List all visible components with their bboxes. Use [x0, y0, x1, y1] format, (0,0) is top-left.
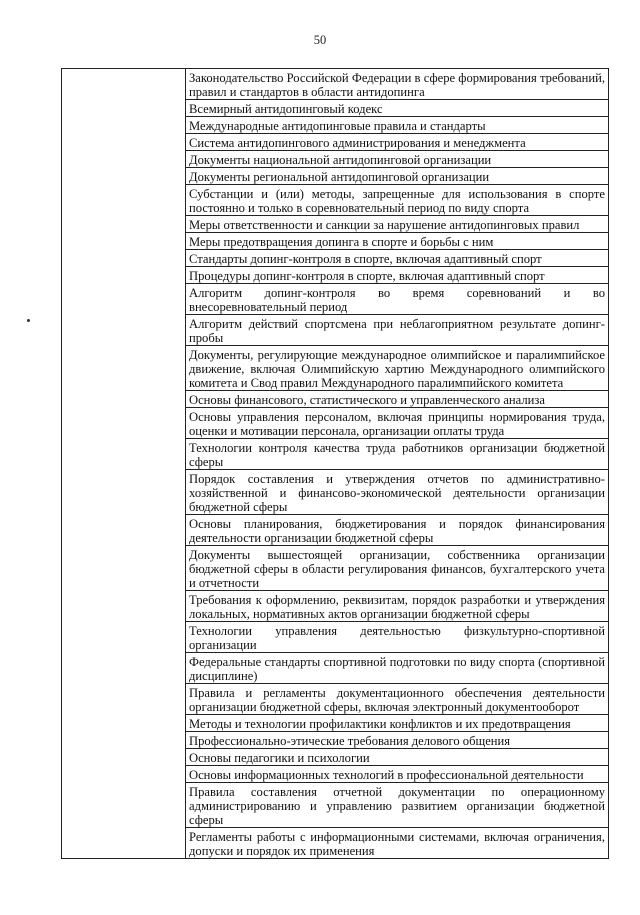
list-item: Стандарты допинг-контроля в спорте, включая адаптивный спорт	[186, 250, 608, 267]
list-item: Требования к оформлению, реквизитам, порядок разработки и утверждения локальных, нормативных актов организации бюджетной сферы	[186, 591, 608, 622]
list-item: Методы и технологии профилактики конфликтов и их предотвращения	[186, 715, 608, 732]
knowledge-table	[61, 68, 609, 859]
knowledge-list-cell	[186, 69, 609, 859]
list-item: Всемирный антидопинговый кодекс	[186, 100, 608, 117]
list-item: Правила составления отчетной документации по операционному администрированию и управлению развитием организации бюджетной сферы	[186, 783, 608, 828]
margin-mark	[27, 319, 30, 322]
list-item: Регламенты работы с информационными системами, включая ограничения, допуски и порядок их применения	[189, 830, 605, 858]
list-item: Профессионально-этические требования делового общения	[186, 732, 608, 749]
list-item: Меры ответственности и санкции за нарушение антидопинговых правил	[186, 216, 608, 233]
list-item: Процедуры допинг-контроля в спорте, включая адаптивный спорт	[186, 267, 608, 284]
list-item: Технологии управления деятельностью физкультурно-спортивной организации	[186, 622, 608, 653]
list-item: Правила и регламенты документационного обеспечения деятельности организации бюджетной сферы, включая электронный документооборот	[186, 684, 608, 715]
list-item: Основы информационных технологий в профессиональной деятельности	[186, 766, 608, 783]
list-item: Основы планирования, бюджетирования и порядок финансирования деятельности организации бюджетной сферы	[186, 515, 608, 546]
list-item: Порядок составления и утверждения отчетов по административно-хозяйственной и финансово-экономической деятельности организации бюджетной сферы	[186, 470, 608, 515]
list-item: Алгоритм действий спортсмена при неблагоприятном результате допинг-пробы	[186, 315, 608, 346]
list-item: Основы управления персоналом, включая принципы нормирования труда, оценки и мотивации персонала, организации оплаты труда	[186, 408, 608, 439]
list-item: Документы, регулирующие международное олимпийское и паралимпийское движение, включая Олимпийскую хартию Международного олимпийского комитета и Свод правил Международного паралимпийского комитета	[186, 346, 608, 391]
list-item: Система антидопингового администрирования и менеджмента	[186, 134, 608, 151]
list-item: Документы вышестоящей организации, собственника организации бюджетной сферы в области регулирования финансов, бухгалтерского учета и отчетности	[186, 546, 608, 591]
list-item: Международные антидопинговые правила и стандарты	[186, 117, 608, 134]
list-item: Субстанции и (или) методы, запрещенные для использования в спорте постоянно и только в соревновательный период по виду спорта	[186, 185, 608, 216]
list-item: Законодательство Российской Федерации в сфере формирования требований, правил и стандартов в области антидопинга	[186, 69, 608, 100]
list-item: Федеральные стандарты спортивной подготовки по виду спорта (спортивной дисциплине)	[186, 653, 608, 684]
list-item: Основы педагогики и психологии	[186, 749, 608, 766]
page-number: 50	[313, 33, 327, 47]
empty-label-cell	[62, 69, 186, 859]
list-item: Документы региональной антидопинговой организации	[186, 168, 608, 185]
list-item: Технологии контроля качества труда работников организации бюджетной сферы	[186, 439, 608, 470]
table-row	[62, 69, 609, 859]
list-item: Меры предотвращения допинга в спорте и борьбы с ним	[186, 233, 608, 250]
list-item: Документы национальной антидопинговой организации	[186, 151, 608, 168]
list-item: Основы финансового, статистического и управленческого анализа	[186, 391, 608, 408]
list-item: Алгоритм допинг-контроля во время соревнований и во внесоревновательный период	[186, 284, 608, 315]
